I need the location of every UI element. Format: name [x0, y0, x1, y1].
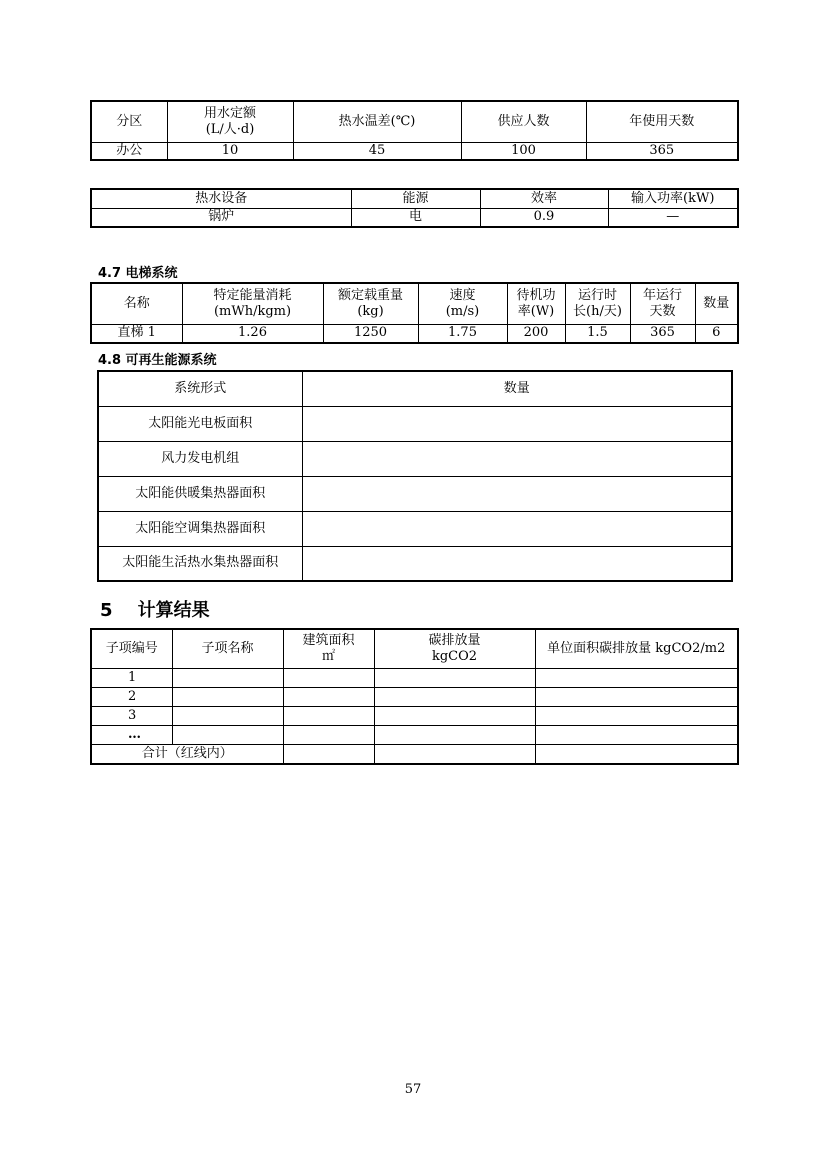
hot-water-table: [90, 100, 739, 161]
table-cell: 0.9: [480, 208, 608, 227]
table-row: [91, 324, 738, 343]
table-row: [98, 511, 732, 546]
header-cell: 供应人数: [461, 101, 586, 142]
table-header-row: [91, 629, 738, 668]
table-cell: 电: [351, 208, 480, 227]
section-heading-4-8: 4.8 可再生能源系统: [98, 353, 217, 368]
table-row: [98, 441, 732, 476]
table-total-row: [91, 744, 738, 764]
table-cell: 直梯 1: [91, 324, 182, 343]
table-cell: [535, 725, 738, 744]
table-cell: 锅炉: [91, 208, 351, 227]
result-table: [90, 628, 739, 765]
table-cell: [172, 706, 283, 725]
table-row: [91, 687, 738, 706]
table-cell: [374, 668, 535, 687]
table-cell: [535, 668, 738, 687]
table-cell: 1: [91, 668, 172, 687]
table-cell: 100: [461, 142, 586, 160]
table-cell: [283, 744, 374, 764]
table-cell: 太阳能空调集热器面积: [98, 511, 302, 546]
elevator-table: [90, 282, 739, 344]
table-cell: [374, 687, 535, 706]
table-cell: [302, 546, 732, 581]
table-row: [98, 476, 732, 511]
table-row: [91, 725, 738, 744]
table-cell: 办公: [91, 142, 167, 160]
table-cell: 1.26: [182, 324, 323, 343]
header-cell: 用水定额 (L/人·d): [167, 101, 293, 142]
table-cell: 6: [695, 324, 738, 343]
header-cell: 热水设备: [91, 189, 351, 208]
table-cell: [535, 744, 738, 764]
table-header-row: [91, 283, 738, 324]
header-cell: 待机功 率(W): [507, 283, 565, 324]
table-cell: [374, 744, 535, 764]
header-cell: 名称: [91, 283, 182, 324]
table-cell: 3: [91, 706, 172, 725]
header-cell: 年运行 天数: [630, 283, 695, 324]
table-cell: [302, 406, 732, 441]
table-cell: 45: [293, 142, 461, 160]
total-label: 合计（红线内）: [91, 744, 283, 764]
table-cell: [283, 706, 374, 725]
header-cell: 数量: [302, 371, 732, 406]
table-cell: 2: [91, 687, 172, 706]
table-cell: [283, 725, 374, 744]
hot-water-equipment-table: [90, 188, 739, 228]
header-cell: 运行时 长(h/天): [565, 283, 630, 324]
header-cell: 系统形式: [98, 371, 302, 406]
table-header-row: [91, 189, 738, 208]
table-row: [91, 668, 738, 687]
page-number: 57: [404, 1082, 422, 1097]
table-cell: —: [608, 208, 738, 227]
header-cell: 输入功率(kW): [608, 189, 738, 208]
header-cell: 速度 (m/s): [418, 283, 507, 324]
header-cell: 分区: [91, 101, 167, 142]
table-cell: [302, 511, 732, 546]
table-row: [91, 208, 738, 227]
table-cell: 1.75: [418, 324, 507, 343]
table-cell: [302, 441, 732, 476]
table-cell: 1.5: [565, 324, 630, 343]
table-cell: [374, 706, 535, 725]
table-cell: 太阳能供暖集热器面积: [98, 476, 302, 511]
header-cell: 能源: [351, 189, 480, 208]
header-cell: 额定载重量 (kg): [323, 283, 418, 324]
header-cell: 特定能量消耗 (mWh/kgm): [182, 283, 323, 324]
table-cell: [374, 725, 535, 744]
table-cell: [283, 687, 374, 706]
table-header-row: [91, 101, 738, 142]
table-row: [98, 406, 732, 441]
table-row: [91, 706, 738, 725]
table-cell: [535, 687, 738, 706]
table-cell: 风力发电机组: [98, 441, 302, 476]
header-cell: 效率: [480, 189, 608, 208]
table-cell: 太阳能光电板面积: [98, 406, 302, 441]
table-cell: [283, 668, 374, 687]
table-cell: 365: [586, 142, 738, 160]
table-cell: 1250: [323, 324, 418, 343]
header-cell: 建筑面积 ㎡: [283, 629, 374, 668]
table-cell: [172, 668, 283, 687]
table-cell: 200: [507, 324, 565, 343]
table-cell: 太阳能生活热水集热器面积: [98, 546, 302, 581]
table-cell: [172, 687, 283, 706]
renewable-table: [97, 370, 733, 582]
table-header-row: [98, 371, 732, 406]
header-cell: 碳排放量 kgCO2: [374, 629, 535, 668]
header-cell: 数量: [695, 283, 738, 324]
table-cell: [535, 706, 738, 725]
header-cell: 单位面积碳排放量 kgCO2/m2: [535, 629, 738, 668]
table-cell: 10: [167, 142, 293, 160]
table-cell: 365: [630, 324, 695, 343]
section-heading-5: 5 计算结果: [100, 600, 210, 621]
table-row: [98, 546, 732, 581]
table-cell: [302, 476, 732, 511]
table-row: [91, 142, 738, 160]
header-cell: 子项名称: [172, 629, 283, 668]
header-cell: 年使用天数: [586, 101, 738, 142]
table-cell: [172, 725, 283, 744]
header-cell: 热水温差(℃): [293, 101, 461, 142]
header-cell: 子项编号: [91, 629, 172, 668]
section-heading-4-7: 4.7 电梯系统: [98, 266, 178, 281]
table-cell: …: [91, 725, 172, 744]
